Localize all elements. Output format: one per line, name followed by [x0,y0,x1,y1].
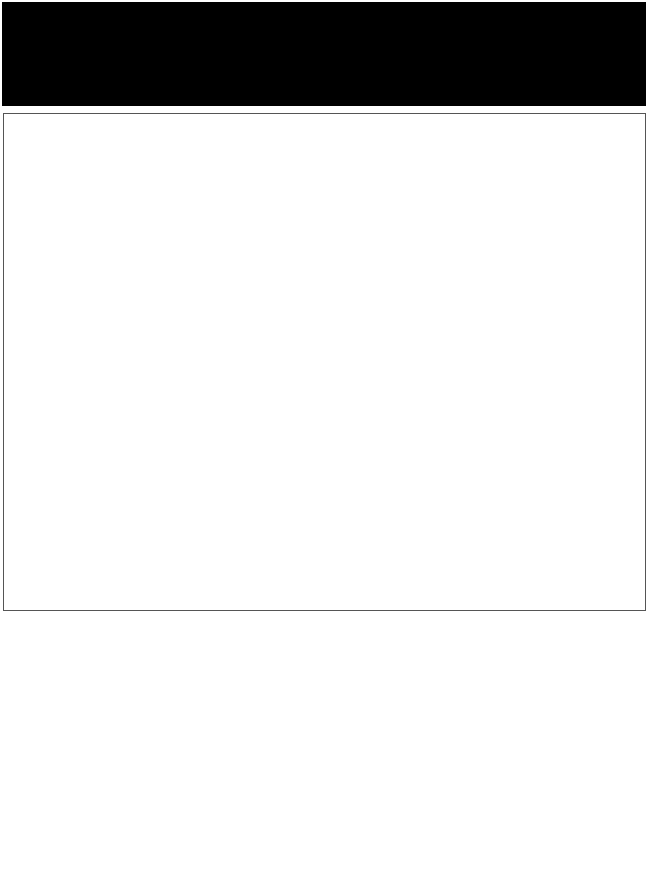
seminar-overview-box [3,113,646,611]
seminar-title-banner [2,2,646,106]
